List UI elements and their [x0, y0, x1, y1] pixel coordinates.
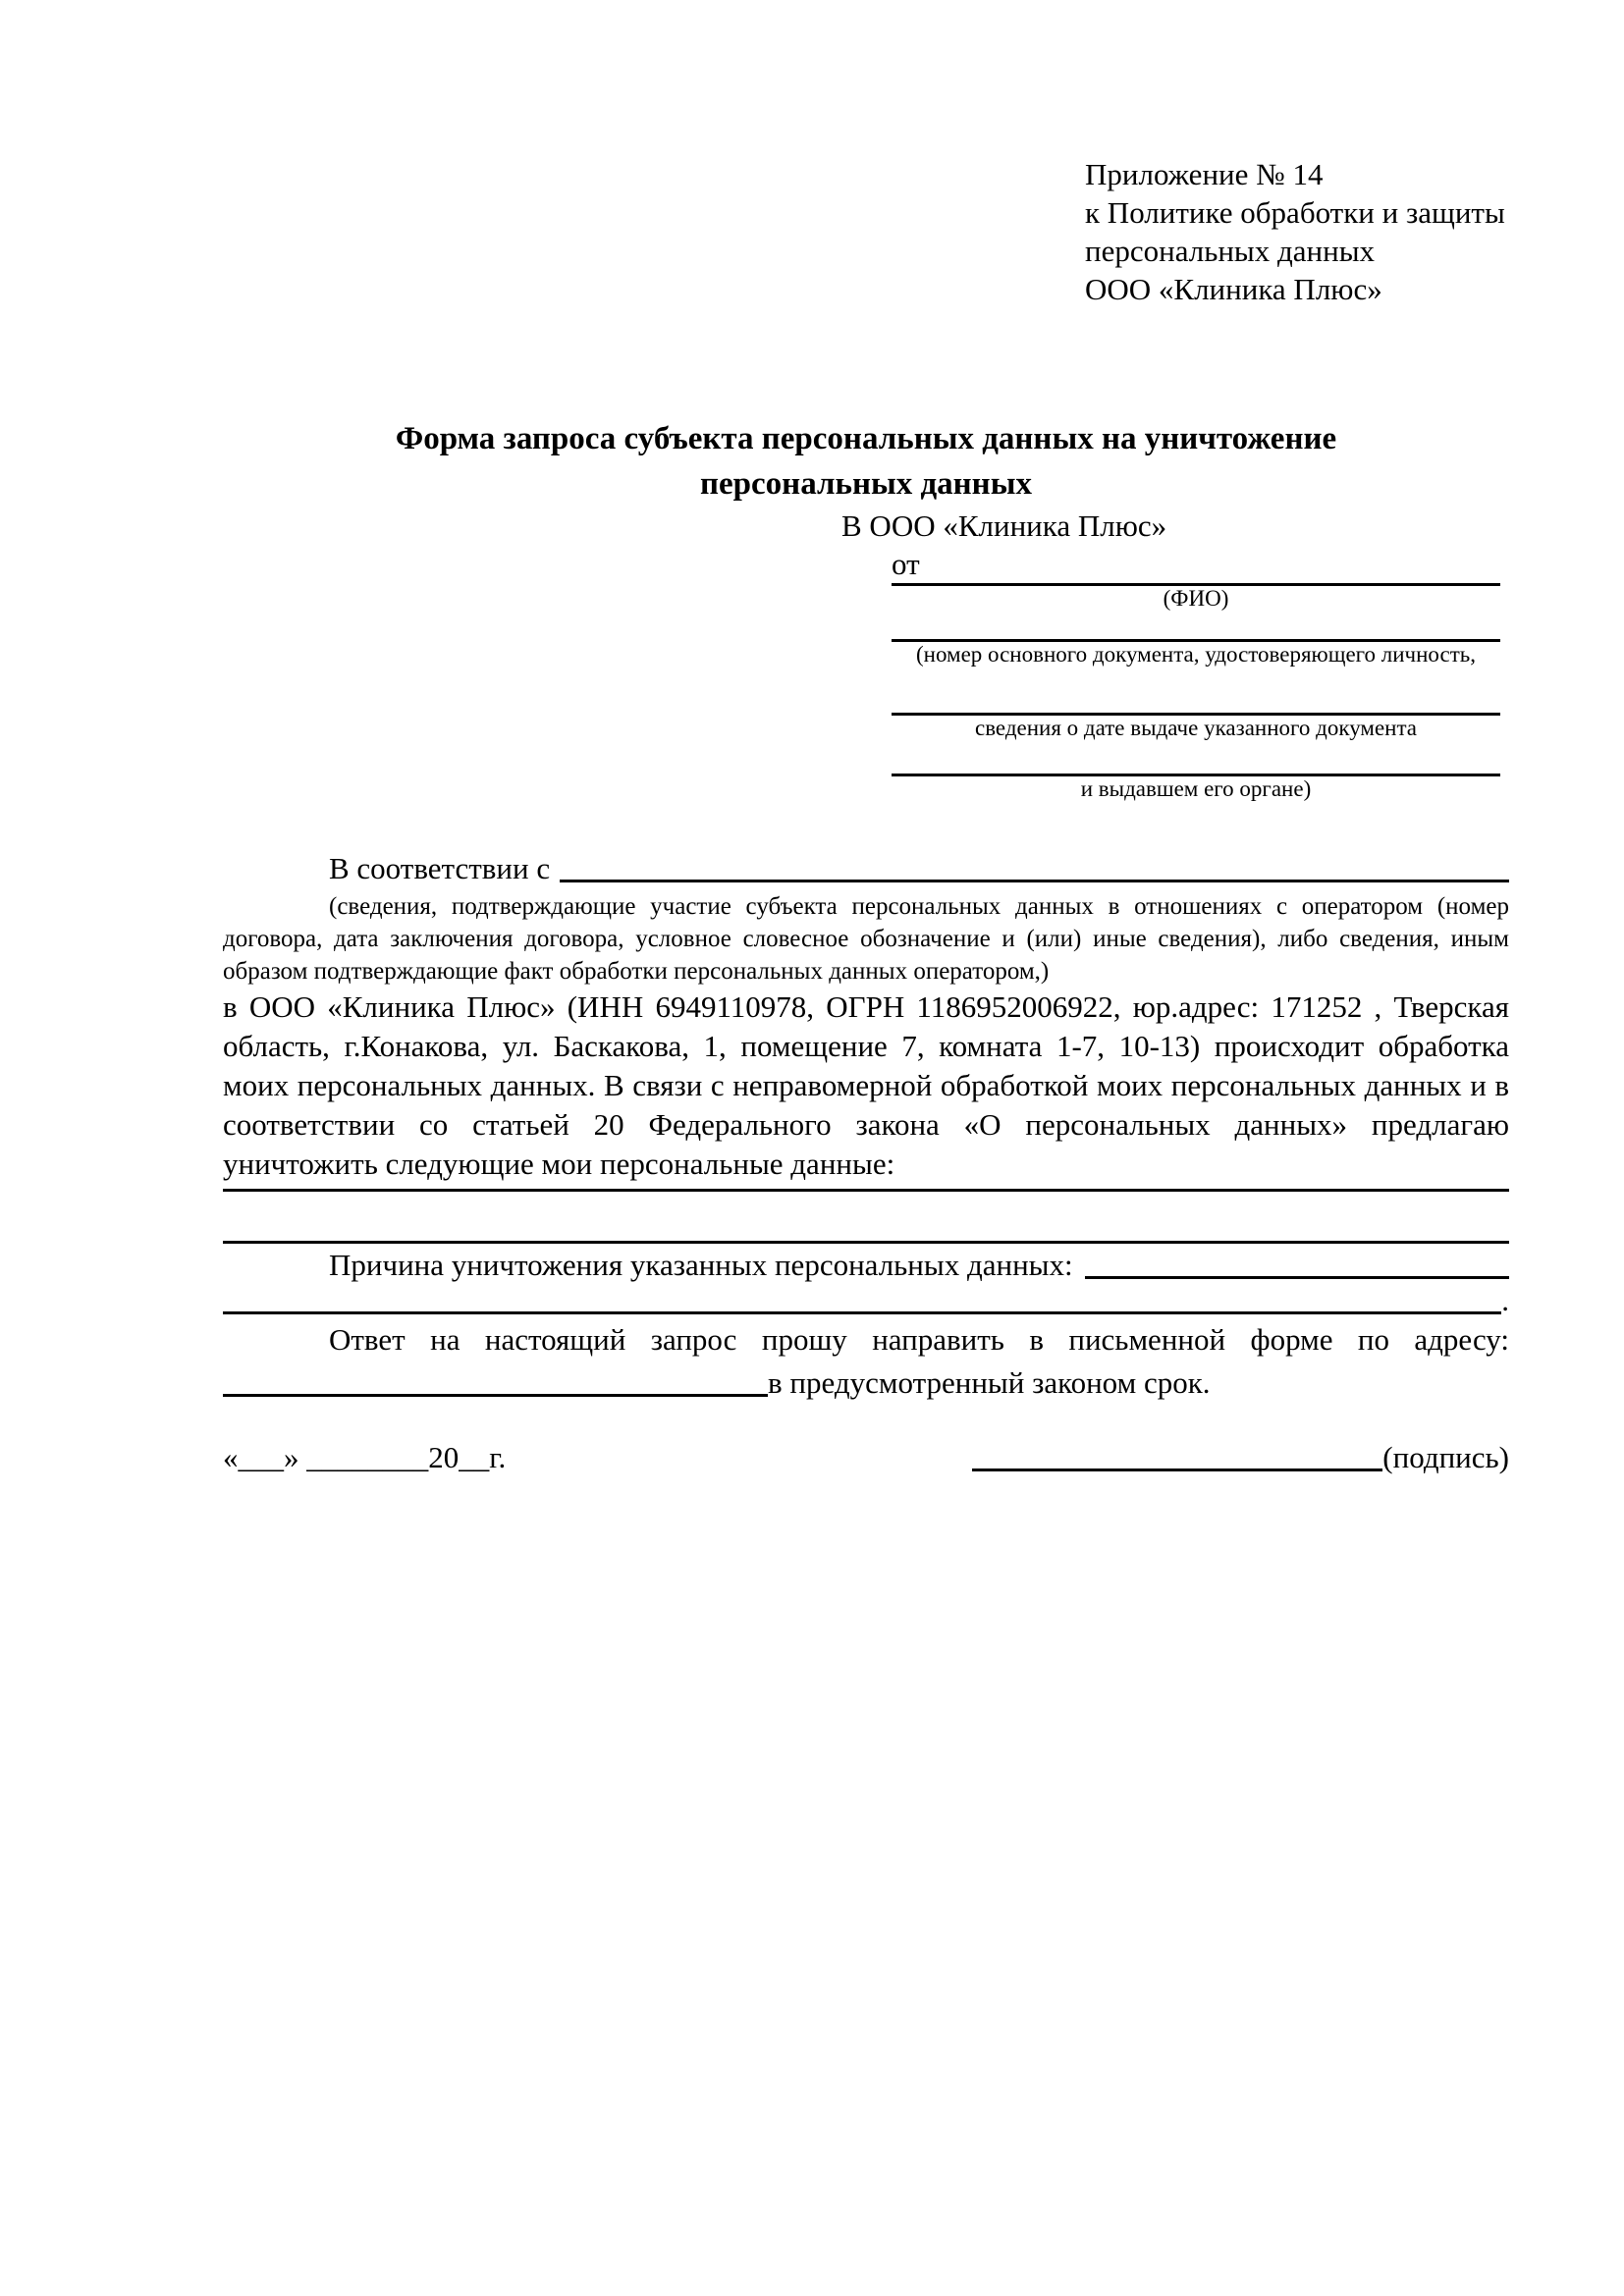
issuing-authority-caption: и выдавшем его органе) [1080, 776, 1312, 801]
page-title-line: Форма запроса субъекта персональных данных на уничтожение [395, 421, 1337, 456]
accordance-blank-line [560, 849, 1509, 882]
issue-date-caption: сведения о дате выдаче указанного документа [974, 716, 1418, 740]
signature-caption: (подпись) [1382, 1440, 1509, 1474]
reason-continuation-row [223, 1285, 1509, 1320]
accordance-label: В соответствии с [329, 851, 551, 885]
date-field: «___» ________20__г. [223, 1440, 507, 1474]
main-paragraph: в ООО «Клиника Плюс» (ИНН 6949110978, ОГРН 1186952006922, юр.адрес: 171252 , Тверская область, г.Конакова, ул. Баскакова, 1, помещение 7, комната 1-7, 10-13) происходит обработка моих персональных данных. В связи с неправомерной обработкой моих персональных данных и в соответствии со статьей 20 Федерального закона «О персональных данных» предлагаю уничтожить следующие мои персональные данные: [223, 989, 1509, 1181]
data-blank-line-1 [223, 1184, 1509, 1192]
response-paragraph: Ответ на настоящий запрос прошу направить в письменной форме по адресу: [329, 1322, 1509, 1357]
address-blank-line [223, 1394, 768, 1397]
appendix-line: Приложение № 14 [1085, 157, 1324, 191]
from-label: от [892, 547, 920, 581]
address-row [223, 1363, 1509, 1403]
appendix-line: к Политике обработки и защиты [1085, 195, 1505, 230]
reason-continuation-line [223, 1311, 1501, 1314]
appendix-block [1085, 0, 1565, 308]
doc-number-caption: (номер основного документа, удостоверяющего личность, [915, 642, 1476, 667]
data-blank-line-2 [223, 1192, 1509, 1244]
fio-caption: (ФИО) [1163, 586, 1229, 611]
signature-row [223, 1438, 1509, 1477]
term-text: в предусмотренный законом срок. [768, 1365, 1211, 1400]
appendix-line: ООО «Клиника Плюс» [1085, 272, 1382, 306]
period-mark: . [1501, 1283, 1509, 1317]
reason-row [223, 1246, 1509, 1285]
addressee-line: В ООО «Клиника Плюс» [841, 508, 1167, 543]
appendix-line: персональных данных [1085, 234, 1376, 268]
fineprint-note: (сведения, подтверждающие участие субъекта персональных данных в отношениях с оператором (номер договора, дата заключения договора, условное словесное обозначение и (или) иные сведения), либо сведения, иным образом подтверждающие факт обработки персональных данных оператором,) [223, 893, 1509, 985]
page-title [223, 416, 1509, 507]
accordance-row [223, 849, 1509, 888]
reason-label: Причина уничтожения указанных персональных данных: [329, 1248, 1073, 1282]
page-title-line: персональных данных [700, 466, 1032, 502]
signature-block [972, 1438, 1509, 1477]
signature-blank-line [972, 1468, 1382, 1471]
reason-blank-line [1085, 1246, 1509, 1279]
